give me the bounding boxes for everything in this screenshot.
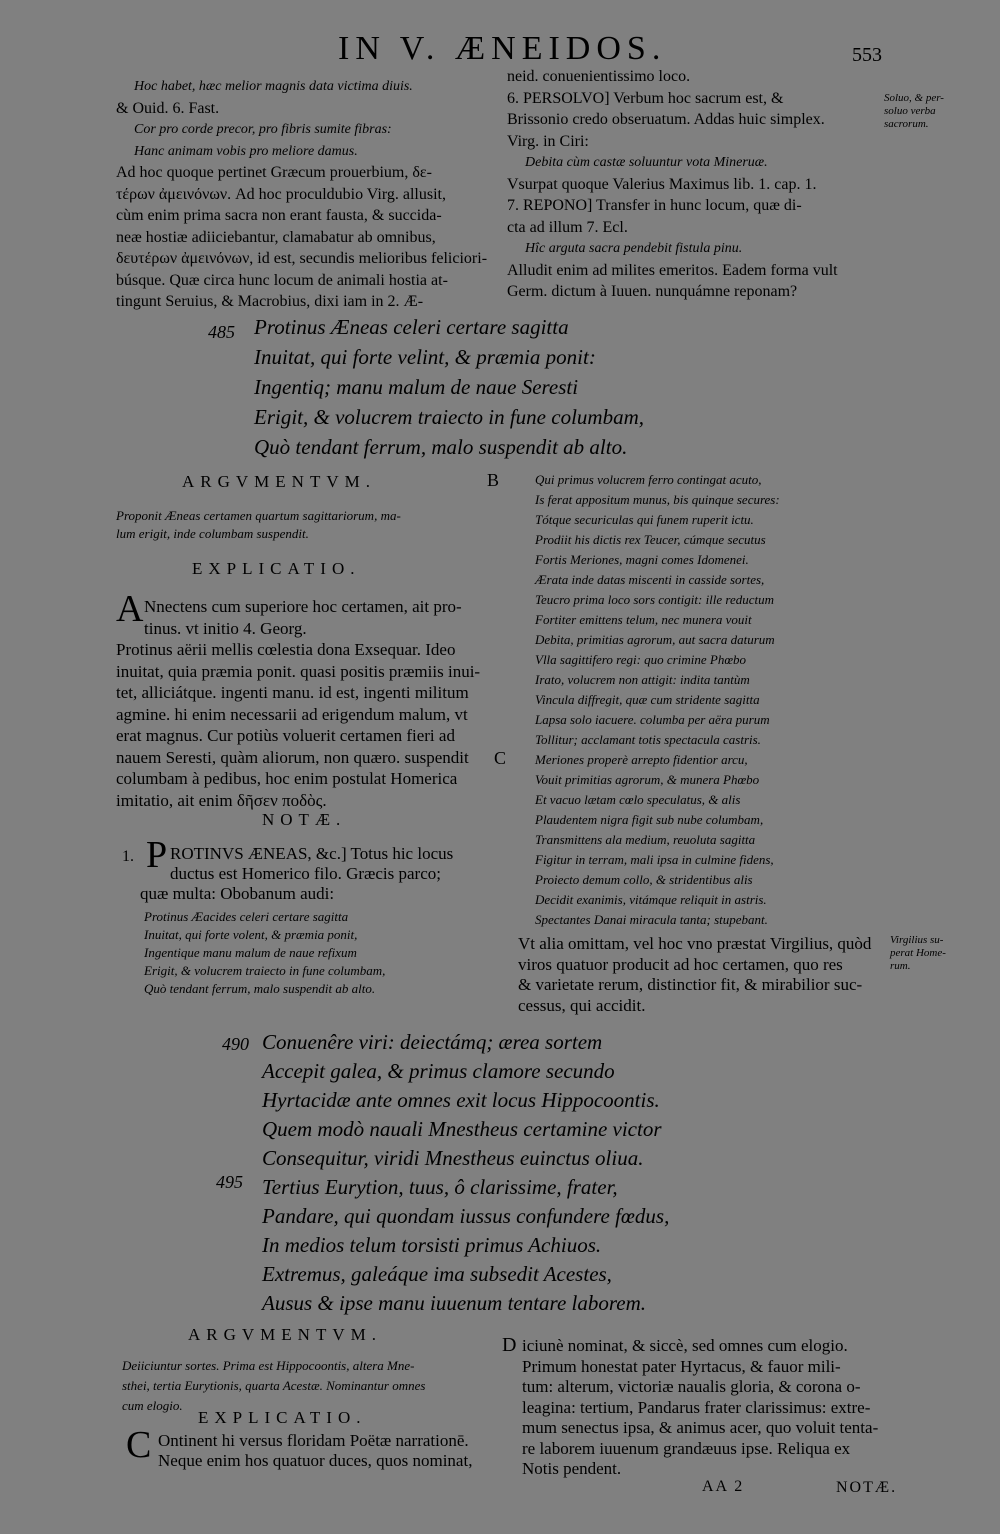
text-line: Vincula diffregit, quæ cum stridente sagitta bbox=[535, 692, 760, 707]
text-line: sacrorum. bbox=[884, 118, 929, 130]
argumentum-heading-2: ARGVMENTVM. bbox=[188, 1325, 382, 1344]
explicatio-text-2 bbox=[158, 1431, 508, 1471]
text-line: Germ. dictum à Iuuen. nunquámne reponam? bbox=[507, 283, 798, 300]
text-line: Conuenêre viri: deiectámq; ærea sortem bbox=[262, 1030, 603, 1054]
text-line: Qui primus volucrem ferro contingat acuto, bbox=[535, 472, 762, 487]
text-line: tingunt Seruius, & Macrobius, dixi iam in 2. Æ- bbox=[116, 293, 424, 310]
text-line: τέρων ἀμεινόνων. Ad hoc proculdubio Virg. allusit, bbox=[116, 185, 446, 203]
text-line: tet, alliciátque. ingenti manu. id est, ingenti militum bbox=[116, 683, 469, 702]
signature-mark: AA 2 bbox=[702, 1478, 745, 1495]
text-line: erat magnus. Cur potiùs voluerit certamen fieri ad bbox=[116, 726, 455, 745]
text-line: cta ad illum 7. Ecl. bbox=[507, 218, 628, 236]
text-line: Hyrtacidæ ante omnes exit locus Hippocoontis. bbox=[262, 1088, 660, 1112]
text-line: lum erigit, inde columbam suspendit. bbox=[116, 526, 309, 541]
right-column-text bbox=[518, 934, 888, 1016]
text-line: Transmittens ala medium, reuoluta sagitta bbox=[535, 832, 756, 847]
text-line: neid. conuenientissimo loco. bbox=[507, 68, 691, 85]
text-line: cum elogio. bbox=[122, 1398, 183, 1413]
argumentum-text-1 bbox=[116, 507, 496, 543]
text-line: inuitat, quia præmia ponit. quasi positis præmiis inui- bbox=[116, 661, 481, 681]
text-line: Meriones properè arrepto fidentior arcu, bbox=[535, 752, 748, 767]
text-line: Et vacuo lætam cœlo speculatus, & alis bbox=[535, 792, 741, 807]
text-line: Hanc animam vobis pro meliore damus. bbox=[134, 143, 358, 159]
text-line: búsque. Quæ circa hunc locum de animali hostia at- bbox=[116, 271, 448, 289]
text-line: Erigit, & volucrem traiecto in fune columbam, bbox=[144, 963, 386, 978]
text-line: Fortis Meriones, magni comes Idomenei. bbox=[535, 552, 749, 567]
verse-block-1 bbox=[254, 312, 814, 462]
text-line: In medios telum torsisti primus Achiuos. bbox=[262, 1233, 602, 1257]
top-right-text bbox=[507, 66, 887, 303]
text-line: Ingentiq; manu malum de naue Seresti bbox=[254, 375, 579, 399]
text-line: Neque enim hos quatuor duces, quos nominat, bbox=[158, 1451, 473, 1470]
text-line: Vt alia omittam, vel hoc vno præstat Virgilius, quòd bbox=[518, 934, 872, 953]
text-line: Hoc habet, hæc melior magnis data victima diuis. bbox=[134, 79, 413, 94]
text-line: Quem modò nauali Mnestheus certamine victor bbox=[262, 1117, 662, 1141]
text-line: ROTINVS ÆNEAS, &c.] Totus hic locus bbox=[170, 844, 454, 863]
running-head: IN V. ÆNEIDOS. bbox=[338, 30, 667, 67]
text-line: viros quatuor producit ad hoc certamen, quo res bbox=[518, 954, 843, 974]
notae-heading-1: NOTÆ. bbox=[262, 810, 347, 829]
top-left-text bbox=[116, 76, 496, 313]
text-line: columbam à pedibus, hoc enim postulat Homerica bbox=[116, 769, 458, 788]
text-line: Extremus, galeáque ima subsedit Acestes, bbox=[262, 1262, 612, 1286]
page-number: 553 bbox=[852, 44, 882, 66]
dropcap-a: A bbox=[116, 588, 144, 630]
text-line: Tertius Eurytion, tuus, ô clarissime, frater, bbox=[262, 1175, 618, 1199]
text-line: agmine. hi enim necessarii ad erigendum malum, vt bbox=[116, 704, 468, 724]
text-line: leagina: tertium, Pandarus frater clarissimus: extre- bbox=[522, 1397, 871, 1417]
text-line: Prodiit his dictis rex Teucer, cúmque secutus bbox=[535, 532, 766, 547]
text-line: Debita, primitias agrorum, aut sacra daturum bbox=[535, 632, 775, 647]
text-line: Tótque securiculas qui funem ruperit ictu. bbox=[535, 512, 754, 527]
text-line: Quò tendant ferrum, malo suspendit ab alto. bbox=[144, 981, 376, 996]
dropcap-c: C bbox=[126, 1424, 152, 1466]
text-line: Pandare, qui quondam iussus confundere fœdus, bbox=[262, 1204, 670, 1228]
text-line: Consequitur, viridi Mnestheus euinctus oliua. bbox=[262, 1146, 644, 1170]
notae-text-1 bbox=[140, 844, 500, 904]
text-line: Hîc arguta sacra pendebit fistula pinu. bbox=[525, 241, 743, 256]
text-line: Vlla sagittifero regi: quo crimine Phœbo bbox=[535, 652, 746, 667]
verse-number-485: 485 bbox=[208, 322, 235, 342]
catchword: NOTÆ. bbox=[836, 1479, 898, 1496]
text-line: Alludit enim ad milites emeritos. Eadem forma vult bbox=[507, 261, 838, 279]
text-line: Irato, volucrem non attigit: indita tantùm bbox=[535, 672, 750, 687]
text-line: Primum honestat pater Hyrtacus, & fauor mili- bbox=[522, 1356, 841, 1376]
text-line: Proponit Æneas certamen quartum sagittariorum, ma- bbox=[116, 508, 401, 523]
text-line: iciunè nominat, & siccè, sed omnes cum elogio. bbox=[522, 1336, 848, 1355]
text-line: Vouit primitias agrorum, & munera Phœbo bbox=[535, 772, 760, 787]
text-line: ductus est Homerico filo. Græcis parco; bbox=[170, 864, 441, 883]
text-line: Debita cùm castæ soluuntur vota Mineruæ. bbox=[525, 155, 768, 170]
text-line: Deiiciuntur sortes. Prima est Hippocoontis, altera Mne- bbox=[122, 1358, 415, 1373]
text-line: 6. PERSOLVO] Verbum hoc sacrum est, & bbox=[507, 89, 784, 107]
text-line: Decidit exanimis, vitámque reliquit in astris. bbox=[535, 892, 767, 907]
argumentum-text-2 bbox=[122, 1356, 502, 1416]
text-line: Quò tendant ferrum, malo suspendit ab alto. bbox=[254, 435, 628, 459]
text-line: & Ouid. 6. Fast. bbox=[116, 99, 220, 117]
explicatio-heading-1: EXPLICATIO. bbox=[192, 559, 361, 578]
text-line: tum: alterum, victoriæ naualis gloria, & corona o- bbox=[522, 1377, 861, 1396]
text-line: quæ multa: Obobanum audi: bbox=[140, 884, 335, 903]
text-line: Proiecto demum collo, & stridentibus alis bbox=[535, 872, 753, 887]
text-line: sthei, tertia Eurytionis, quarta Acestæ. Nominantur omnes bbox=[122, 1378, 426, 1393]
text-line: Erigit, & volucrem traiecto in fune columbam, bbox=[254, 405, 644, 429]
text-line: Ærata inde datas miscenti in casside sortes, bbox=[535, 572, 765, 587]
text-line: cessus, qui accidit. bbox=[518, 995, 646, 1015]
margin-note-soluo bbox=[884, 92, 994, 131]
text-line: Notis pendent. bbox=[522, 1459, 622, 1478]
text-line: Ingentique manu malum de naue refixum bbox=[144, 945, 357, 960]
text-line: Nnectens cum superiore hoc certamen, ait pro- bbox=[144, 597, 462, 616]
text-line: Lapsa solo iacuere. columba per aëra purum bbox=[535, 712, 770, 727]
verse-number-490: 490 bbox=[222, 1034, 249, 1054]
text-line: neæ hostiæ adiiciebantur, clamabatur ab omnibus, bbox=[116, 228, 436, 246]
text-line: Protinus aërii mellis cœlestia dona Exsequar. Ideo bbox=[116, 640, 456, 659]
text-line: mum senectus ipsa, & animus acer, quo voluit tenta- bbox=[522, 1418, 879, 1437]
text-line: Inuitat, qui forte volent, & præmia ponit, bbox=[144, 927, 358, 942]
right-column-poem bbox=[535, 470, 885, 930]
text-line: Protinus Æacides celeri certare sagitta bbox=[144, 909, 349, 924]
margin-letter-c: C bbox=[494, 748, 507, 768]
text-line: Cor pro corde precor, pro fibris sumite fibras: bbox=[134, 122, 392, 137]
text-line: 7. REPONO] Transfer in hunc locum, quæ di- bbox=[507, 197, 802, 214]
text-line: Virgilius su- bbox=[890, 934, 944, 946]
text-line: Vsurpat quoque Valerius Maximus lib. 1. cap. 1. bbox=[507, 175, 817, 193]
text-line: Ontinent hi versus floridam Poëtæ narrationē. bbox=[158, 1431, 469, 1450]
margin-letter-b: B bbox=[487, 470, 500, 490]
text-line: Spectantes Danai miracula tanta; stupebant. bbox=[535, 912, 768, 927]
explicatio-heading-2: EXPLICATIO. bbox=[198, 1408, 367, 1427]
argumentum-heading-1: ARGVMENTVM. bbox=[182, 472, 376, 491]
text-line: Virg. in Ciri: bbox=[507, 132, 589, 150]
text-line: Inuitat, qui forte velint, & præmia ponit: bbox=[254, 345, 596, 369]
margin-note-virgilius bbox=[890, 934, 994, 973]
text-line: Plaudentem nigra figit sub nube columbam, bbox=[535, 812, 764, 827]
text-line: tinus. vt initio 4. Georg. bbox=[144, 618, 307, 638]
text-line: Fortiter emittens telum, nec munera vouit bbox=[535, 612, 752, 627]
text-line: δευτέρων ἀμεινόνων, id est, secundis melioribus feliciori- bbox=[116, 250, 488, 267]
text-line: perat Home- bbox=[890, 947, 946, 959]
text-line: imitatio, ait enim δῆσεν ποδὸς. bbox=[116, 790, 327, 810]
explicatio-text-1 bbox=[116, 596, 496, 811]
text-line: rum. bbox=[890, 960, 911, 972]
notae-quote-1 bbox=[144, 908, 504, 998]
text-line: & varietate rerum, distinctior fit, & mirabilior suc- bbox=[518, 975, 863, 994]
text-line: Accepit galea, & primus clamore secundo bbox=[262, 1059, 615, 1083]
text-line: Soluo, & per- bbox=[884, 92, 944, 104]
verse-number-495: 495 bbox=[216, 1172, 243, 1192]
dropcap-p: P bbox=[146, 834, 168, 876]
text-line: cùm enim prima sacra non erant fausta, & succida- bbox=[116, 207, 442, 224]
bottom-right-text bbox=[522, 1336, 892, 1480]
verse-block-2 bbox=[262, 1028, 822, 1318]
text-line: Figitur in terram, mali ipsa in culmine fidens, bbox=[535, 852, 774, 867]
margin-letter-d: D bbox=[502, 1334, 517, 1356]
text-line: Protinus Æneas celeri certare sagitta bbox=[254, 315, 569, 339]
text-line: Ad hoc quoque pertinet Græcum prouerbium, δε- bbox=[116, 164, 432, 181]
text-line: Is ferat appositum munus, bis quinque secures: bbox=[535, 492, 780, 507]
text-line: Ausus & ipse manu iuuenum tentare laborem. bbox=[262, 1291, 646, 1315]
note-number-1: 1. bbox=[122, 848, 134, 865]
text-line: nauem Seresti, quàm aliorum, non quæro. suspendit bbox=[116, 747, 469, 767]
text-line: re laborem iuuenum grandæuus ipse. Reliqua ex bbox=[522, 1438, 851, 1458]
text-line: soluo verba bbox=[884, 105, 936, 117]
text-line: Teucro prima loco sors contigit: ille reductum bbox=[535, 592, 775, 607]
text-line: Tollitur; acclamant totis spectacula castris. bbox=[535, 732, 761, 747]
text-line: Brissonio credo obseruatum. Addas huic simplex. bbox=[507, 111, 825, 128]
